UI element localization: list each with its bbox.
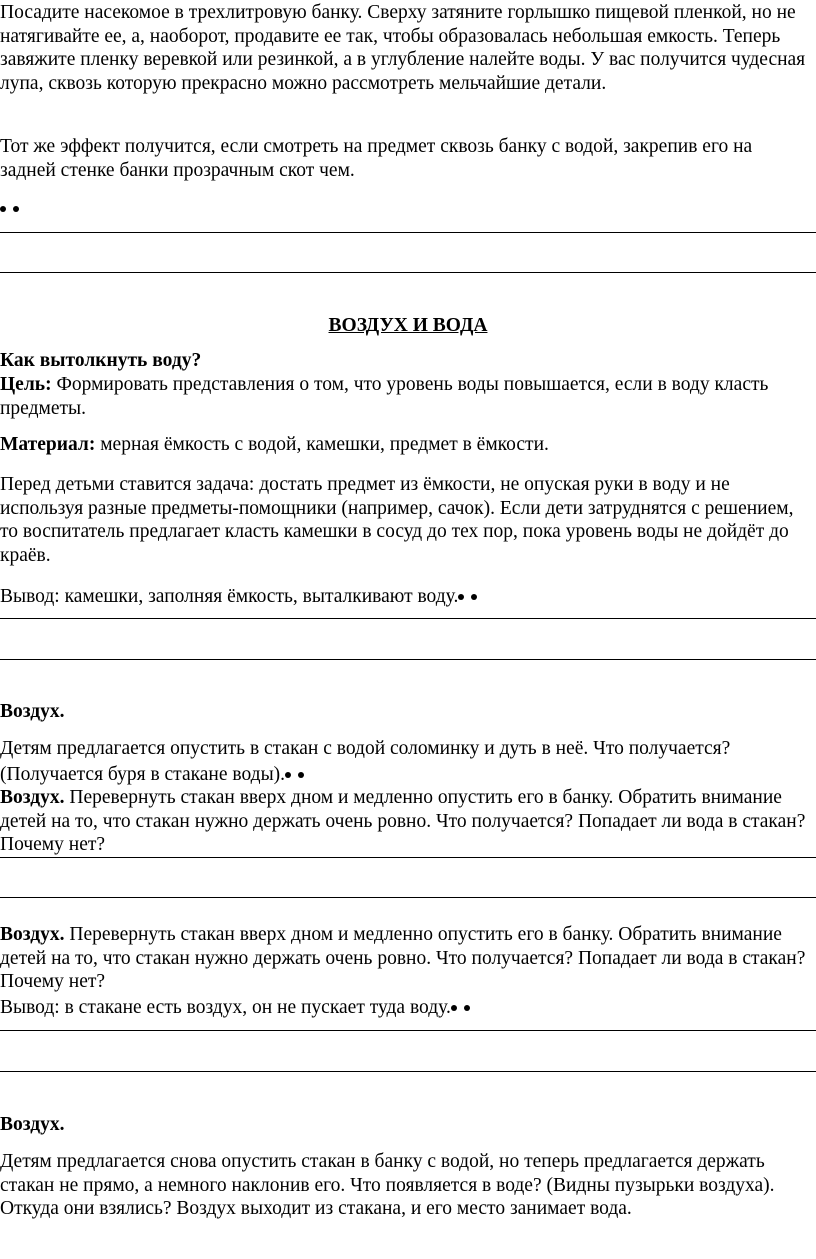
- dot-icon: [285, 772, 291, 778]
- air-label: Воздух.: [0, 787, 65, 808]
- air-conclusion-text: Вывод: в стакане есть воздух, он не пускает туда воду.: [0, 997, 451, 1018]
- bullet-dots: [0, 195, 812, 219]
- glass-text: Перевернуть стакан вверх дном и медленно опустить его в банку. Обратить внимание детей на то, что стакан нужно держать очень ровно. Что получается? Попадает ли вода в стакан? Почему нет?: [0, 787, 806, 855]
- divider-line: [0, 232, 816, 233]
- goal-text: Формировать представления о том, что уровень воды повышается, если в воду класть предметы.: [0, 374, 769, 419]
- paragraph-insect-jar: Посадите насекомое в трехлитровую банку. Сверху затяните горлышко пищевой пленкой, но не натягивайте ее, а, наоборот, продавите ее так, чтобы образовалась небольшая емкость. Теперь завяжите пленку веревкой или резинкой, а в углубление налейте воды. У вас получится чудесная лупа, сквозь которую прекрасно можно рассмотреть мельчайшие детали.: [0, 2, 806, 94]
- divider-line: [0, 857, 816, 858]
- dot-icon: [451, 1005, 457, 1011]
- bullet-dots: [458, 583, 484, 607]
- straw-paragraph: [0, 737, 812, 786]
- conclusion-text: Вывод: камешки, заполняя ёмкость, выталкивают воду.: [0, 586, 459, 607]
- goal-label: Цель:: [0, 374, 52, 395]
- air-title: Воздух.: [0, 1114, 65, 1135]
- divider-line: [0, 659, 816, 660]
- dot-icon: [13, 206, 19, 212]
- material-label: Материал:: [0, 434, 96, 455]
- dot-icon: [0, 206, 6, 212]
- dot-icon: [471, 594, 477, 600]
- task-paragraph: Перед детьми ставится задача: достать предмет из ёмкости, не опуская руки в воду и не используя разные предметы-помощники (например, сачок). Если дети затруднятся с решением, то воспитатель предлагает класть камешки в сосуд до тех пор, пока уровень воды не дойдёт до краёв.: [0, 474, 794, 566]
- dot-icon: [298, 772, 304, 778]
- paragraph-same-effect: Тот же эффект получится, если смотреть на предмет сквозь банку с водой, закрепив его на задней стенке банки прозрачным скот чем.: [0, 136, 753, 181]
- material-text: мерная ёмкость с водой, камешки, предмет в ёмкости.: [95, 434, 549, 455]
- air-label: Воздух.: [0, 924, 65, 945]
- divider-line: [0, 897, 816, 898]
- glass-paragraph: [0, 786, 812, 857]
- divider-line: [0, 272, 816, 273]
- experiment-title: Как вытолкнуть воду?: [0, 350, 202, 371]
- glass-repeat-text: Перевернуть стакан вверх дном и медленно опустить его в банку. Обратить внимание детей на то, что стакан нужно держать очень ровно. Что получается? Попадает ли вода в стакан? Почему нет?: [0, 924, 806, 992]
- goal-paragraph: [0, 373, 812, 420]
- divider-line: [0, 1030, 816, 1031]
- conclusion-paragraph: [0, 583, 812, 609]
- air-title: Воздух.: [0, 701, 65, 722]
- dot-icon: [458, 594, 464, 600]
- straw-text: Детям предлагается опустить в стакан с водой соломинку и дуть в неё. Что получается? (Получается буря в стакане воды).: [0, 738, 731, 785]
- material-paragraph: [0, 433, 812, 457]
- divider-line: [0, 1071, 816, 1072]
- bullet-dots: [285, 761, 311, 785]
- glass-repeat-paragraph: [0, 923, 812, 994]
- section-heading: ВОЗДУХ И ВОДА: [328, 315, 488, 336]
- bullet-dots: [451, 994, 477, 1018]
- air-conclusion-paragraph: [0, 994, 812, 1020]
- tilt-glass-paragraph: Детям предлагается снова опустить стакан в банку с водой, но теперь предлагается держать стакан не прямо, а немного наклонив его. Что появляется в воде? (Видны пузырьки воздуха). Откуда они взялись? Воздух выходит из стакана, и его место занимает вода.: [0, 1151, 775, 1219]
- dot-icon: [464, 1005, 470, 1011]
- divider-line: [0, 618, 816, 619]
